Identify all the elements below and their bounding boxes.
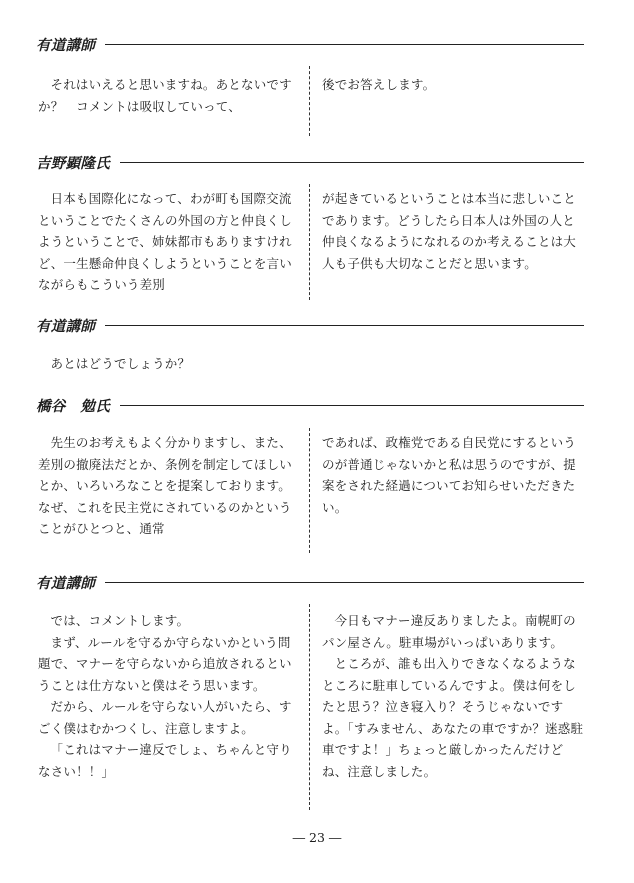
- speaker-heading: [36, 34, 584, 54]
- paragraph: まず、ルールを守るか守らないかという問題で、マナーを守らないから追放されるということは仕方ないと僕はそう思います。: [38, 634, 292, 693]
- right-column: [322, 188, 584, 274]
- left-column: [38, 353, 298, 375]
- paragraph: では、コメントします。: [50, 613, 190, 628]
- left-column: [38, 188, 298, 296]
- paragraph: 「これはマナー違反でしょ、ちゃんと守りなさい！！」: [38, 742, 292, 779]
- column-divider: [309, 604, 310, 810]
- paragraph: 先生のお考えもよく分かりますし、また、差別の撤廃法だとか、条例を制定してほしいとか、いろいろなことを提案しております。なぜ、これを民主党にされているのかということがひとつと、通常: [38, 435, 293, 536]
- paragraph: 後でお答えします。: [322, 77, 436, 92]
- right-column: [322, 610, 584, 782]
- speaker-heading: [36, 572, 584, 592]
- speaker-name: 有道講師: [36, 318, 96, 335]
- paragraph: それはいえると思いますね。あとないですか？ コメントは吸収していって、: [38, 77, 292, 114]
- speaker-name: 有道講師: [36, 37, 96, 54]
- speaker-name: 吉野顕隆氏: [36, 155, 110, 172]
- paragraph: が起きているということは本当に悲しいことであります。どうしたら日本人は外国の人と仲良くなるようになれるのか考えることは大人も子供も大切なことだと思います。: [322, 191, 577, 271]
- column-divider: [309, 184, 310, 300]
- paragraph: だから、ルールを守らない人がいたら、すごく僕はむかつくし、注意しますよ。: [38, 699, 292, 736]
- paragraph: 今日もマナー違反ありましたよ。南幌町のパン屋さん。駐車場がいっぱいあります。: [322, 613, 576, 650]
- heading-rule: [120, 405, 584, 406]
- left-column: [38, 432, 298, 540]
- heading-rule: [120, 162, 584, 163]
- page-number: ― 23 ―: [292, 830, 342, 845]
- heading-rule: [105, 582, 584, 583]
- heading-rule: [105, 44, 584, 45]
- column-divider: [309, 66, 310, 136]
- right-column: [322, 74, 584, 96]
- heading-rule: [105, 325, 584, 326]
- paragraph: あとはどうでしょうか？: [50, 356, 191, 371]
- left-column: [38, 74, 298, 117]
- right-column: [322, 432, 584, 518]
- column-divider: [309, 428, 310, 553]
- left-column: [38, 610, 298, 782]
- speaker-heading: [36, 395, 584, 415]
- speaker-name: 有道講師: [36, 575, 96, 592]
- speaker-heading: [36, 152, 584, 172]
- paragraph: ところが、誰も出入りできなくなるようなところに駐車しているんですよ。僕は何をしたと思う？泣き寝入り？そうじゃないですよ。「すみません、あなたの車ですか？迷惑駐車ですよ！」ちょっと厳しかったんだけどね、注意しました。: [322, 656, 584, 779]
- speaker-name: 橋谷 勉氏: [36, 398, 110, 415]
- paragraph: であれば、政権党である自民党にするというのが普通じゃないかと私は思うのですが、提案をされた経過についてお知らせいただきたい。: [322, 435, 577, 515]
- speaker-heading: [36, 315, 584, 335]
- paragraph: 日本も国際化になって、わが町も国際交流ということでたくさんの外国の方と仲良くしようということで、姉妹都市もありますけれど、一生懸命仲良くしようということを言いながらもこういう差別: [38, 191, 293, 292]
